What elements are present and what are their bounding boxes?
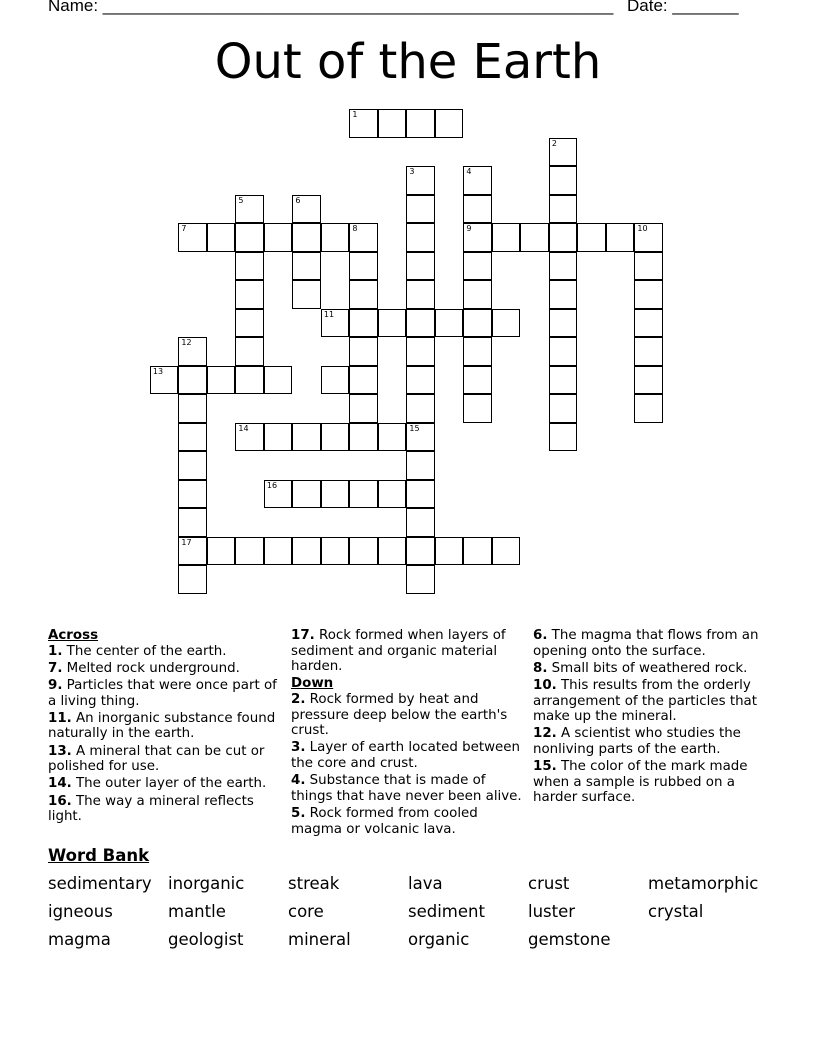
crossword-cell[interactable] [406, 195, 435, 224]
crossword-cell[interactable] [549, 223, 578, 252]
name-line: Name: ______________________________________________________ [48, 0, 614, 15]
clue-number: 3 [409, 167, 415, 177]
crossword-cell[interactable] [150, 366, 179, 395]
crossword-cell[interactable] [406, 537, 435, 566]
across-clue: 16. The way a mineral reflects light. [48, 793, 254, 825]
clue-number: 10 [637, 224, 648, 234]
crossword-cell[interactable] [577, 223, 606, 252]
across-clue: 13. A mineral that can be cut or polished for use. [48, 743, 265, 775]
crossword-cell[interactable] [549, 366, 578, 395]
crossword-cell[interactable] [178, 451, 207, 480]
clue-number: 7 [181, 224, 187, 234]
crossword-cell[interactable] [264, 537, 293, 566]
crossword-cell[interactable] [292, 223, 321, 252]
down-clue: 8. Small bits of weathered rock. [533, 660, 748, 676]
crossword-cell[interactable] [349, 366, 378, 395]
crossword-cell[interactable] [634, 394, 663, 423]
crossword-cell[interactable] [406, 309, 435, 338]
crossword-cell[interactable] [463, 394, 492, 423]
crossword-cell[interactable] [378, 423, 407, 452]
crossword-cell[interactable] [463, 537, 492, 566]
crossword-cell[interactable] [207, 537, 236, 566]
word-bank-word: luster [528, 902, 576, 921]
clue-number: 15 [409, 423, 420, 433]
down-clue: 15. The color of the mark made when a sample is rubbed on a harder surface. [533, 759, 748, 806]
crossword-cell[interactable] [549, 337, 578, 366]
crossword-cell[interactable] [549, 280, 578, 309]
crossword-cell[interactable] [321, 309, 350, 338]
crossword-cell[interactable] [349, 309, 378, 338]
crossword-cell[interactable] [264, 366, 293, 395]
crossword-cell[interactable] [264, 223, 293, 252]
down-heading: Down [291, 676, 334, 692]
across-clue: 14. The outer layer of the earth. [48, 776, 267, 792]
crossword-cell[interactable] [435, 537, 464, 566]
crossword-cell[interactable] [292, 252, 321, 281]
word-bank-word: magma [48, 930, 111, 949]
crossword-cell[interactable] [178, 565, 207, 594]
crossword-cell[interactable] [349, 223, 378, 252]
word-bank-word: mantle [168, 902, 226, 921]
crossword-cell[interactable] [321, 537, 350, 566]
crossword-cell[interactable] [549, 138, 578, 167]
word-bank-word: crystal [648, 902, 704, 921]
clue-number: 9 [466, 224, 472, 234]
crossword-cell[interactable] [378, 537, 407, 566]
across-clue: 17. Rock formed when layers of sediment and organic material harden. [291, 628, 506, 675]
crossword-cell[interactable] [406, 223, 435, 252]
crossword-cell[interactable] [406, 480, 435, 509]
crossword-cell[interactable] [349, 423, 378, 452]
word-bank-word: organic [408, 930, 470, 949]
crossword-cell[interactable] [406, 394, 435, 423]
across-clue: 1. The center of the earth. [48, 643, 227, 659]
crossword-cell[interactable] [634, 337, 663, 366]
clue-number: 16 [266, 480, 278, 490]
page-title: Out of the Earth [214, 34, 602, 90]
crossword-cell[interactable] [264, 480, 293, 509]
crossword-cell[interactable] [349, 252, 378, 281]
crossword-cell[interactable] [520, 223, 549, 252]
crossword-cell[interactable] [292, 280, 321, 309]
crossword-cell[interactable] [178, 480, 207, 509]
word-bank-word: igneous [48, 902, 113, 921]
crossword-cell[interactable] [321, 480, 350, 509]
crossword-cell[interactable] [463, 280, 492, 309]
crossword-cell[interactable] [321, 223, 350, 252]
word-bank-word: sedimentary [48, 874, 152, 893]
clue-number: 1 [352, 110, 358, 120]
clue-number: 14 [238, 423, 249, 433]
crossword-cell[interactable] [406, 366, 435, 395]
crossword-cell[interactable] [406, 166, 435, 195]
crossword-cell[interactable] [463, 223, 492, 252]
word-bank-word: metamorphic [648, 874, 759, 893]
down-clue: 4. Substance that is made of things that have never been alive. [291, 773, 522, 804]
crossword-cell[interactable] [435, 309, 464, 338]
crossword-cell[interactable] [406, 252, 435, 281]
crossword-cell[interactable] [549, 166, 578, 195]
crossword-cell[interactable] [463, 337, 492, 366]
crossword-cell[interactable] [406, 280, 435, 309]
crossword-cell[interactable] [492, 537, 521, 566]
down-clue: 6. The magma that flows from an opening onto the surface. [533, 628, 759, 659]
word-bank-word: core [288, 902, 324, 921]
crossword-cell[interactable] [178, 394, 207, 423]
crossword-cell[interactable] [178, 337, 207, 366]
crossword-cell[interactable] [463, 195, 492, 224]
crossword-cell[interactable] [235, 366, 264, 395]
crossword-cell[interactable] [406, 451, 435, 480]
crossword-cell[interactable] [634, 366, 663, 395]
word-bank [48, 874, 808, 958]
crossword-cell[interactable] [235, 195, 264, 224]
crossword-cell[interactable] [634, 252, 663, 281]
crossword-cell[interactable] [463, 309, 492, 338]
crossword-cell[interactable] [549, 252, 578, 281]
crossword-cell[interactable] [463, 366, 492, 395]
crossword-cell[interactable] [321, 366, 350, 395]
clue-number: 4 [466, 167, 472, 177]
crossword-cell[interactable] [178, 537, 207, 566]
down-clue: 12. A scientist who studies the nonliving parts of the earth. [533, 726, 741, 757]
down-clue: 3. Layer of earth located between the core and crust. [291, 740, 520, 771]
down-clue: 10. This results from the orderly arrangement of the particles that make up the mineral. [533, 677, 758, 725]
crossword-cell[interactable] [321, 423, 350, 452]
crossword-cell[interactable] [378, 309, 407, 338]
clue-column-2 [291, 628, 527, 839]
clue-number: 8 [352, 224, 358, 234]
crossword-cell[interactable] [292, 195, 321, 224]
crossword-cell[interactable] [406, 423, 435, 452]
crossword-cell[interactable] [235, 280, 264, 309]
clue-number: 17 [181, 537, 192, 547]
word-bank-word: inorganic [168, 874, 245, 893]
crossword-cell[interactable] [292, 537, 321, 566]
word-bank-word: sediment [408, 902, 485, 921]
across-clue: 7. Melted rock underground. [48, 660, 240, 676]
word-bank-word: lava [408, 874, 443, 893]
word-bank-word: geologist [168, 930, 244, 949]
crossword-cell[interactable] [235, 423, 264, 452]
crossword-cell[interactable] [349, 394, 378, 423]
crossword-cell[interactable] [378, 109, 407, 138]
crossword-cell[interactable] [264, 423, 293, 452]
crossword-cell[interactable] [463, 166, 492, 195]
clue-number: 12 [181, 338, 192, 348]
crossword-cell[interactable] [349, 537, 378, 566]
crossword-cell[interactable] [178, 223, 207, 252]
down-clue: 5. Rock formed from cooled magma or volcanic lava. [291, 805, 478, 837]
clue-column-3 [533, 628, 769, 808]
crossword-cell[interactable] [606, 223, 635, 252]
word-bank-word: crust [528, 874, 570, 893]
crossword-cell[interactable] [492, 223, 521, 252]
clue-number: 11 [323, 309, 335, 319]
crossword-cell[interactable] [549, 195, 578, 224]
crossword-cell[interactable] [406, 109, 435, 138]
crossword-cell[interactable] [178, 366, 207, 395]
crossword-cell[interactable] [378, 480, 407, 509]
crossword-cell[interactable] [634, 223, 663, 252]
across-clue: 9. Particles that were once part of a living thing. [48, 677, 277, 709]
word-bank-word: mineral [288, 930, 351, 949]
crossword-cell[interactable] [406, 508, 435, 537]
crossword-cell[interactable] [634, 280, 663, 309]
crossword-cell[interactable] [435, 109, 464, 138]
clue-number: 5 [238, 195, 244, 205]
crossword-cell[interactable] [235, 223, 264, 252]
crossword-cell[interactable] [349, 337, 378, 366]
clue-number: 6 [295, 195, 301, 205]
crossword-cell[interactable] [349, 109, 378, 138]
word-bank-word: gemstone [528, 930, 611, 949]
crossword-cell[interactable] [235, 309, 264, 338]
across-clue: 11. An inorganic substance found naturally in the earth. [48, 710, 276, 742]
crossword-cell[interactable] [235, 252, 264, 281]
crossword-cell[interactable] [634, 309, 663, 338]
crossword-cell[interactable] [178, 508, 207, 537]
crossword-cell[interactable] [178, 423, 207, 452]
crossword-cell[interactable] [549, 423, 578, 452]
date-line: Date: _______ [627, 0, 739, 15]
clue-column-1 [48, 628, 284, 826]
crossword-cell[interactable] [292, 480, 321, 509]
crossword-cell[interactable] [292, 423, 321, 452]
crossword-cell[interactable] [549, 309, 578, 338]
crossword-cell[interactable] [235, 537, 264, 566]
crossword-cell[interactable] [406, 337, 435, 366]
word-bank-word: streak [288, 874, 340, 893]
crossword-cell[interactable] [207, 223, 236, 252]
crossword-cell[interactable] [492, 309, 521, 338]
crossword-cell[interactable] [207, 366, 236, 395]
clue-number: 13 [152, 366, 164, 376]
crossword-cell[interactable] [549, 394, 578, 423]
word-bank-title: Word Bank [48, 846, 150, 865]
crossword-cell[interactable] [406, 565, 435, 594]
crossword-cell[interactable] [235, 337, 264, 366]
crossword-cell[interactable] [463, 252, 492, 281]
crossword-cell[interactable] [349, 280, 378, 309]
clue-number: 2 [551, 138, 557, 148]
across-heading: Across [48, 628, 99, 643]
crossword-cell[interactable] [349, 480, 378, 509]
down-clue: 2. Rock formed by heat and pressure deep below the earth's crust. [291, 691, 508, 739]
